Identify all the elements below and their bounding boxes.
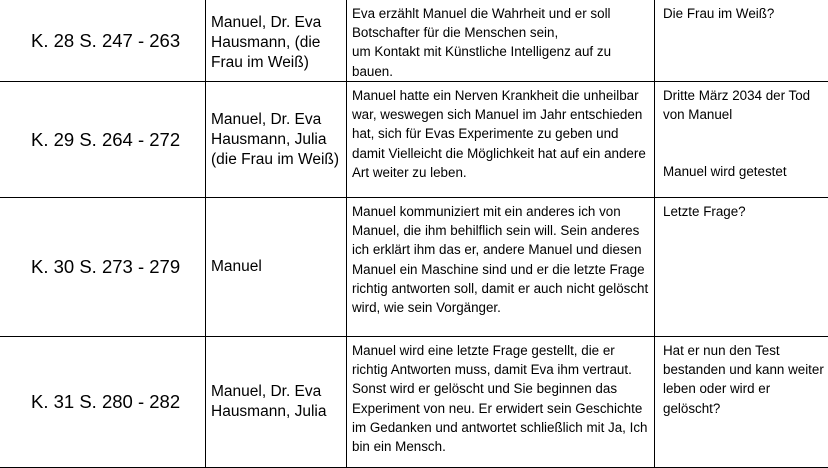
summary-cell: Manuel hatte ein Nerven Krankheit die unheilbar war, weswegen sich Manuel im Jahr entschieden hat, sich für Evas Experimente zu geben und damit Vielleicht die Möglichkeit hat auf ein andere Art weiter zu leben. (347, 82, 655, 198)
table-row (0, 82, 828, 198)
question-text: Dritte März 2034 der Tod von Manuel (663, 86, 825, 124)
summary-cell: Manuel wird eine letzte Frage gestellt, die er richtig Antworten muss, damit Eva ihm vertraut. Sonst wird er gelöscht und Sie beginnen das Experiment von neu. Er erwidert sein Geschichte im Gedanken und antwortet schließlich mit Ja, Ich bin ein Mensch. (347, 337, 655, 468)
chapter-cell: K. 28 S. 247 - 263 (0, 0, 206, 82)
table-row (0, 337, 828, 468)
question-cell (655, 82, 828, 198)
table-row (0, 198, 828, 337)
characters-cell: Manuel, Dr. Eva Hausmann, Julia (die Frau im Weiß) (206, 82, 347, 198)
chapter-cell: K. 31 S. 280 - 282 (0, 337, 206, 468)
chapter-cell: K. 29 S. 264 - 272 (0, 82, 206, 198)
summary-cell: Eva erzählt Manuel die Wahrheit und er soll Botschafter für die Menschen sein, um Kontakt mit Künstliche Intelligenz auf zu bauen. (347, 0, 655, 82)
chapter-cell: K. 30 S. 273 - 279 (0, 198, 206, 337)
summary-cell: Manuel kommuniziert mit ein anderes ich von Manuel, die ihm behilflich sein will. Sein anderes ich erklärt ihm das er, andere Manuel und diesen Manuel ein Maschine sind und er die letzte Frage richtig antworten soll, damit er auch nicht gelöscht wird, wie sein Vorgänger. (347, 198, 655, 337)
table-row (0, 0, 828, 82)
question-text-2: Manuel wird getestet (663, 162, 825, 181)
question-cell: Hat er nun den Test bestanden und kann weiter leben oder wird er gelöscht? (655, 337, 828, 468)
characters-cell: Manuel, Dr. Eva Hausmann, Julia (206, 337, 347, 468)
question-cell: Die Frau im Weiß? (655, 0, 828, 82)
characters-cell: Manuel, Dr. Eva Hausmann, (die Frau im Weiß) (206, 0, 347, 82)
question-cell: Letzte Frage? (655, 198, 828, 337)
characters-cell: Manuel (206, 198, 347, 337)
